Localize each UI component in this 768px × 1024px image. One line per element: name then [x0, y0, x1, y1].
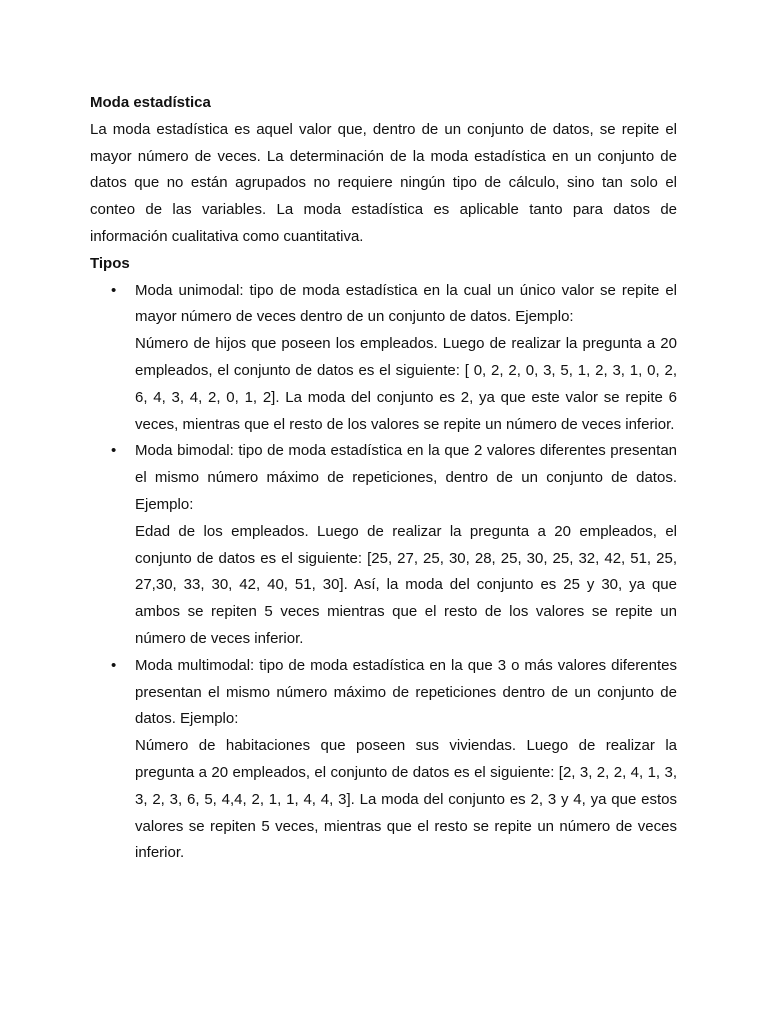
intro-paragraph: La moda estadística es aquel valor que, dentro de un conjunto de datos, se repite el mayor número de veces. La determinación de la moda estadística en un conjunto de datos que no están agrupados no requiere ningún tipo de cálculo, sino tan solo el conteo de las variables. La moda estadística es aplicable tanto para datos de información cualitativa como cuantitativa. — [90, 120, 677, 245]
types-heading: Tipos — [90, 254, 130, 272]
document-title: Moda estadística — [90, 94, 211, 111]
list-item-example: Número de hijos que poseen los empleados. Luego de realizar la pregunta a 20 empleados, el conjunto de datos es el siguiente: [ 0, 2, 2, 0, 3, 5, 1, 2, 3, 1, 0, 2, 6, 4, 3, 4, 2, 0, 1, 2]. La moda del conjunto es 2, ya que este valor se repite 6 veces, mientras que el resto de los valores se repite un número de veces inferior. — [135, 335, 677, 433]
list-item-unimodal — [90, 278, 677, 439]
list-item-text: Moda unimodal: tipo de moda estadística en la cual un único valor se repite el mayor número de veces dentro de un conjunto de datos. Ejemplo: — [135, 281, 677, 326]
bullet-icon: • — [111, 442, 117, 460]
list-item-example: Número de habitaciones que poseen sus viviendas. Luego de realizar la pregunta a 20 empleados, el conjunto de datos es el siguiente: [2, 3, 2, 2, 4, 1, 3, 3, 2, 3, 6, 5, 4,4, 2, 1, 1, 4, 4, 3]. La moda del conjunto es 2, 3 y 4, ya que estos valores se repiten 5 veces, mientras que el resto se repite un número de veces inferior. — [135, 737, 677, 862]
list-item-text: Moda bimodal: tipo de moda estadística en la que 2 valores diferentes presentan el mismo número máximo de repeticiones, dentro de un conjunto de datos. Ejemplo: — [135, 442, 677, 513]
bullet-icon: • — [111, 281, 117, 299]
list-item-bimodal — [90, 438, 677, 652]
types-list — [90, 278, 677, 868]
list-item-text: Moda multimodal: tipo de moda estadística en la que 3 o más valores diferentes presentan el mismo número máximo de repeticiones dentro de un conjunto de datos. Ejemplo: — [135, 656, 677, 728]
list-item-example: Edad de los empleados. Luego de realizar la pregunta a 20 empleados, el conjunto de datos es el siguiente: [25, 27, 25, 30, 28, 25, 30, 25, 32, 42, 51, 25, 27,30, 33, 30, 42, 40, 51, 30]. Así, la moda del conjunto es 25 y 30, ya que ambos se repiten 5 veces mientras que el resto de los valores se repite un número de veces inferior. — [135, 522, 677, 647]
list-item-multimodal — [90, 653, 677, 867]
bullet-icon: • — [111, 656, 117, 674]
